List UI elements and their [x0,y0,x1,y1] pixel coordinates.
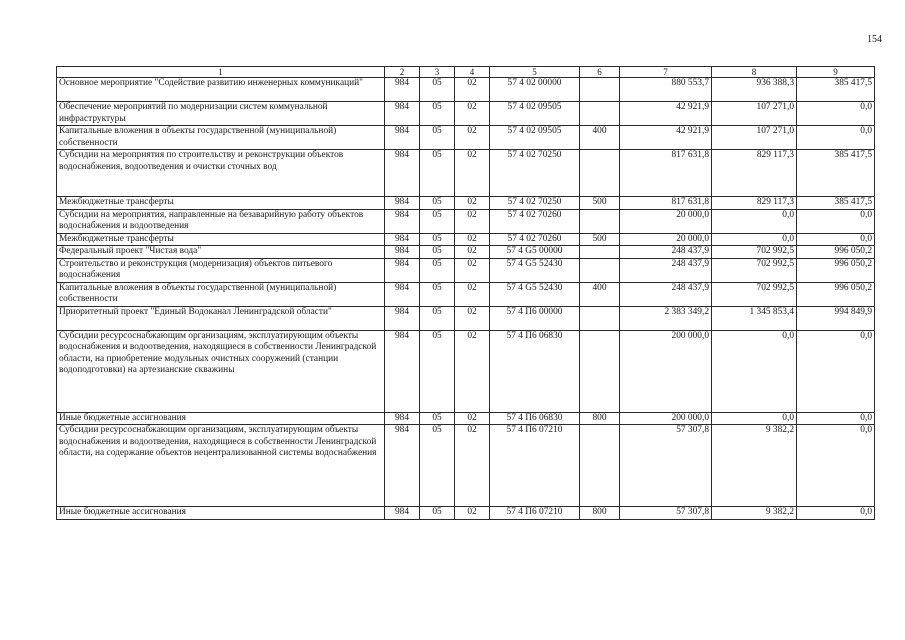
section-code-cell: 05 [420,330,455,412]
amount-year3-cell: 0,0 [797,507,875,520]
amount-year1-cell: 20 000,0 [620,233,712,246]
subsection-code-cell: 02 [455,246,490,259]
expense-type-cell: 800 [580,412,620,425]
amount-year3-cell: 385 417,5 [797,197,875,210]
amount-year2-cell: 702 992,5 [712,258,797,282]
target-article-cell: 57 4 П6 07210 [490,425,580,507]
section-code-cell: 05 [420,282,455,306]
grbs-code-cell: 984 [385,412,420,425]
subsection-code-cell: 02 [455,330,490,412]
expense-type-cell: 500 [580,197,620,210]
amount-year1-cell: 2 383 349,2 [620,306,712,330]
amount-year2-cell: 0,0 [712,330,797,412]
grbs-code-cell: 984 [385,258,420,282]
amount-year3-cell: 0,0 [797,209,875,233]
amount-year3-cell: 0,0 [797,330,875,412]
expense-type-cell [580,425,620,507]
table-row [57,425,875,507]
amount-year2-cell: 0,0 [712,412,797,425]
section-code-cell: 05 [420,233,455,246]
section-code-cell: 05 [420,209,455,233]
amount-year2-cell: 0,0 [712,233,797,246]
expense-type-cell: 400 [580,126,620,150]
section-code-cell: 05 [420,246,455,259]
table-row [57,412,875,425]
table-row [57,507,875,520]
section-code-cell: 05 [420,150,455,197]
amount-year3-cell: 0,0 [797,102,875,126]
amount-year1-cell: 200 000,0 [620,412,712,425]
table-row [57,102,875,126]
amount-year2-cell: 9 382,2 [712,507,797,520]
target-article-cell: 57 4 02 00000 [490,78,580,102]
amount-year2-cell: 829 117,3 [712,150,797,197]
target-article-cell: 57 4 G5 52430 [490,258,580,282]
budget-table [56,66,875,520]
amount-year2-cell: 107 271,0 [712,102,797,126]
row-name-cell: Субсидии на мероприятия по строительству и реконструкции объектов водоснабжения, водоотведения и очистки сточных вод [57,150,385,197]
expense-type-cell: 800 [580,507,620,520]
column-header: 9 [797,67,875,78]
amount-year3-cell: 996 050,2 [797,258,875,282]
expense-type-cell [580,209,620,233]
amount-year1-cell: 248 437,9 [620,282,712,306]
section-code-cell: 05 [420,126,455,150]
section-code-cell: 05 [420,197,455,210]
table-row [57,246,875,259]
row-name-cell: Межбюджетные трансферты [57,197,385,210]
expense-type-cell: 500 [580,233,620,246]
grbs-code-cell: 984 [385,150,420,197]
expense-type-cell [580,306,620,330]
table-row [57,258,875,282]
amount-year1-cell: 42 921,9 [620,102,712,126]
subsection-code-cell: 02 [455,282,490,306]
section-code-cell: 05 [420,425,455,507]
table-row [57,150,875,197]
column-header: 3 [420,67,455,78]
table-row [57,209,875,233]
grbs-code-cell: 984 [385,246,420,259]
subsection-code-cell: 02 [455,209,490,233]
amount-year2-cell: 9 382,2 [712,425,797,507]
amount-year2-cell: 107 271,0 [712,126,797,150]
target-article-cell: 57 4 П6 06830 [490,330,580,412]
table-header-row [57,67,875,78]
row-name-cell: Иные бюджетные ассигнования [57,412,385,425]
amount-year2-cell: 936 388,3 [712,78,797,102]
grbs-code-cell: 984 [385,330,420,412]
column-header: 4 [455,67,490,78]
row-name-cell: Иные бюджетные ассигнования [57,507,385,520]
target-article-cell: 57 4 02 70260 [490,233,580,246]
row-name-cell: Капитальные вложения в объекты государственной (муниципальной) собственности [57,126,385,150]
grbs-code-cell: 984 [385,233,420,246]
amount-year1-cell: 248 437,9 [620,246,712,259]
table-row [57,197,875,210]
grbs-code-cell: 984 [385,425,420,507]
column-header: 2 [385,67,420,78]
amount-year3-cell: 996 050,2 [797,246,875,259]
row-name-cell: Капитальные вложения в объекты государственной (муниципальной) собственности [57,282,385,306]
amount-year2-cell: 1 345 853,4 [712,306,797,330]
amount-year3-cell: 996 050,2 [797,282,875,306]
column-header: 6 [580,67,620,78]
row-name-cell: Строительство и реконструкция (модернизация) объектов питьевого водоснабжения [57,258,385,282]
amount-year1-cell: 57 307,8 [620,507,712,520]
section-code-cell: 05 [420,507,455,520]
grbs-code-cell: 984 [385,102,420,126]
target-article-cell: 57 4 П6 06830 [490,412,580,425]
subsection-code-cell: 02 [455,507,490,520]
section-code-cell: 05 [420,412,455,425]
subsection-code-cell: 02 [455,412,490,425]
table-row [57,330,875,412]
target-article-cell: 57 4 G5 00000 [490,246,580,259]
column-header: 8 [712,67,797,78]
subsection-code-cell: 02 [455,150,490,197]
row-name-cell: Приоритетный проект "Единый Водоканал Ленинградской области" [57,306,385,330]
target-article-cell: 57 4 02 09505 [490,126,580,150]
table-row [57,126,875,150]
table-row [57,306,875,330]
subsection-code-cell: 02 [455,425,490,507]
amount-year1-cell: 817 631,8 [620,150,712,197]
section-code-cell: 05 [420,78,455,102]
grbs-code-cell: 984 [385,209,420,233]
section-code-cell: 05 [420,258,455,282]
table-row [57,78,875,102]
target-article-cell: 57 4 02 70260 [490,209,580,233]
expense-type-cell [580,330,620,412]
subsection-code-cell: 02 [455,78,490,102]
amount-year3-cell: 0,0 [797,126,875,150]
row-name-cell: Основное мероприятие "Содействие развитию инженерных коммуникаций" [57,78,385,102]
row-name-cell: Субсидии ресурсоснабжающим организациям, эксплуатирующим объекты водоснабжения и водоотведения, находящиеся в собственности Ленинградской области, на приобретение модульных очистных сооружений (станции водоподготовки) на артезианские скважины [57,330,385,412]
subsection-code-cell: 02 [455,233,490,246]
row-name-cell: Обеспечение мероприятий по модернизации систем коммунальной инфраструктуры [57,102,385,126]
target-article-cell: 57 4 П6 07210 [490,507,580,520]
subsection-code-cell: 02 [455,102,490,126]
target-article-cell: 57 4 02 70250 [490,150,580,197]
grbs-code-cell: 984 [385,126,420,150]
grbs-code-cell: 984 [385,306,420,330]
grbs-code-cell: 984 [385,282,420,306]
table-row [57,282,875,306]
page-number: 154 [867,34,882,45]
expense-type-cell [580,150,620,197]
amount-year3-cell: 385 417,5 [797,78,875,102]
row-name-cell: Межбюджетные трансферты [57,233,385,246]
subsection-code-cell: 02 [455,126,490,150]
grbs-code-cell: 984 [385,78,420,102]
subsection-code-cell: 02 [455,197,490,210]
grbs-code-cell: 984 [385,197,420,210]
column-header: 5 [490,67,580,78]
amount-year1-cell: 880 553,7 [620,78,712,102]
expense-type-cell [580,102,620,126]
target-article-cell: 57 4 П6 00000 [490,306,580,330]
subsection-code-cell: 02 [455,306,490,330]
table-row [57,233,875,246]
section-code-cell: 05 [420,102,455,126]
expense-type-cell [580,246,620,259]
amount-year3-cell: 994 849,9 [797,306,875,330]
amount-year3-cell: 0,0 [797,233,875,246]
column-header: 1 [57,67,385,78]
amount-year1-cell: 248 437,9 [620,258,712,282]
amount-year2-cell: 0,0 [712,209,797,233]
amount-year1-cell: 57 307,8 [620,425,712,507]
column-header: 7 [620,67,712,78]
target-article-cell: 57 4 02 70250 [490,197,580,210]
amount-year3-cell: 0,0 [797,412,875,425]
expense-type-cell [580,78,620,102]
row-name-cell: Субсидии на мероприятия, направленные на безаварийную работу объектов водоснабжения и водоотведения [57,209,385,233]
target-article-cell: 57 4 02 09505 [490,102,580,126]
section-code-cell: 05 [420,306,455,330]
amount-year2-cell: 702 992,5 [712,246,797,259]
target-article-cell: 57 4 G5 52430 [490,282,580,306]
row-name-cell: Субсидии ресурсоснабжающим организациям, эксплуатирующим объекты водоснабжения и водоотведения, находящиеся в собственности Ленинградской области, на содержание объектов нецентрализованной системы водоснабжения [57,425,385,507]
row-name-cell: Федеральный проект "Чистая вода" [57,246,385,259]
subsection-code-cell: 02 [455,258,490,282]
amount-year2-cell: 702 992,5 [712,282,797,306]
amount-year3-cell: 0,0 [797,425,875,507]
expense-type-cell: 400 [580,282,620,306]
amount-year3-cell: 385 417,5 [797,150,875,197]
expense-type-cell [580,258,620,282]
amount-year2-cell: 829 117,3 [712,197,797,210]
amount-year1-cell: 817 631,8 [620,197,712,210]
amount-year1-cell: 20 000,0 [620,209,712,233]
amount-year1-cell: 200 000,0 [620,330,712,412]
amount-year1-cell: 42 921,9 [620,126,712,150]
grbs-code-cell: 984 [385,507,420,520]
